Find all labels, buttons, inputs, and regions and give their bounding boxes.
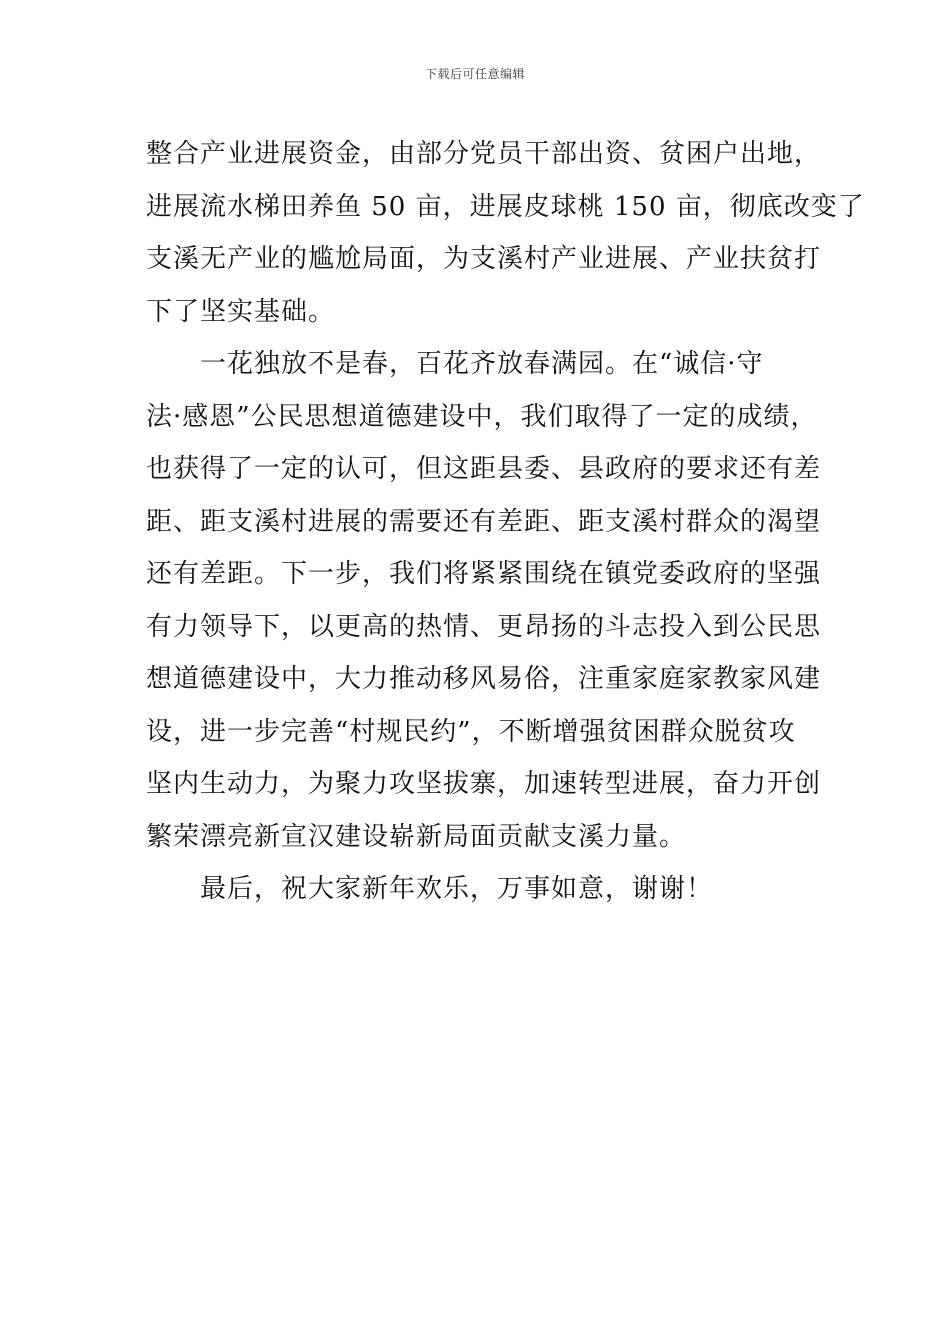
paragraph-line: 坚内生动力，为聚力攻坚拔寨，加速转型进展，奋力开创: [146, 769, 822, 799]
paragraph-line: 距、距支溪村进展的需要还有差距、距支溪村群众的渴望: [146, 506, 822, 537]
paragraph-line: 最后，祝大家新年欢乐，万事如意，谢谢！: [200, 874, 714, 904]
paragraph-line: 支溪无产业的尴尬局面，为支溪村产业进展、产业扶贫打: [146, 244, 822, 274]
paragraph-3: [146, 863, 836, 916]
paragraph-line: 想道德建设中，大力推动移风易俗，注重家庭家教家风建: [146, 664, 822, 694]
paragraph-2: [146, 338, 836, 863]
paragraph-line: 一花独放不是春，百花齐放春满园。在“诚信·守: [200, 349, 764, 379]
paragraph-line: 下了坚实基础。: [146, 296, 336, 327]
paragraph-line: 设，进一步完善“村规民约”，不断增强贫困群众脱贫攻: [146, 716, 796, 747]
paragraph-1: [146, 128, 865, 338]
document-body: [146, 128, 865, 916]
paragraph-line: 整合产业进展资金，由部分党员干部出资、贫困户出地，: [146, 139, 822, 169]
paragraph-line: 有力领导下，以更高的热情、更昂扬的斗志投入到公民思: [146, 611, 822, 642]
page-header: 下载后可任意编辑: [424, 67, 525, 81]
paragraph-line: 繁荣漂亮新宣汉建设崭新局面贡献支溪力量。: [146, 821, 687, 852]
paragraph-line: 法·感恩”公民思想道德建设中，我们取得了一定的成绩，: [146, 401, 818, 432]
paragraph-line: 还有差距。下一步，我们将紧紧围绕在镇党委政府的坚强: [146, 559, 822, 589]
paragraph-line: 也获得了一定的认可，但这距县委、县政府的要求还有差: [146, 454, 822, 484]
paragraph-line: 进展流水梯田养鱼 50 亩，进展皮球桃 150 亩，彻底改变了: [146, 191, 865, 222]
